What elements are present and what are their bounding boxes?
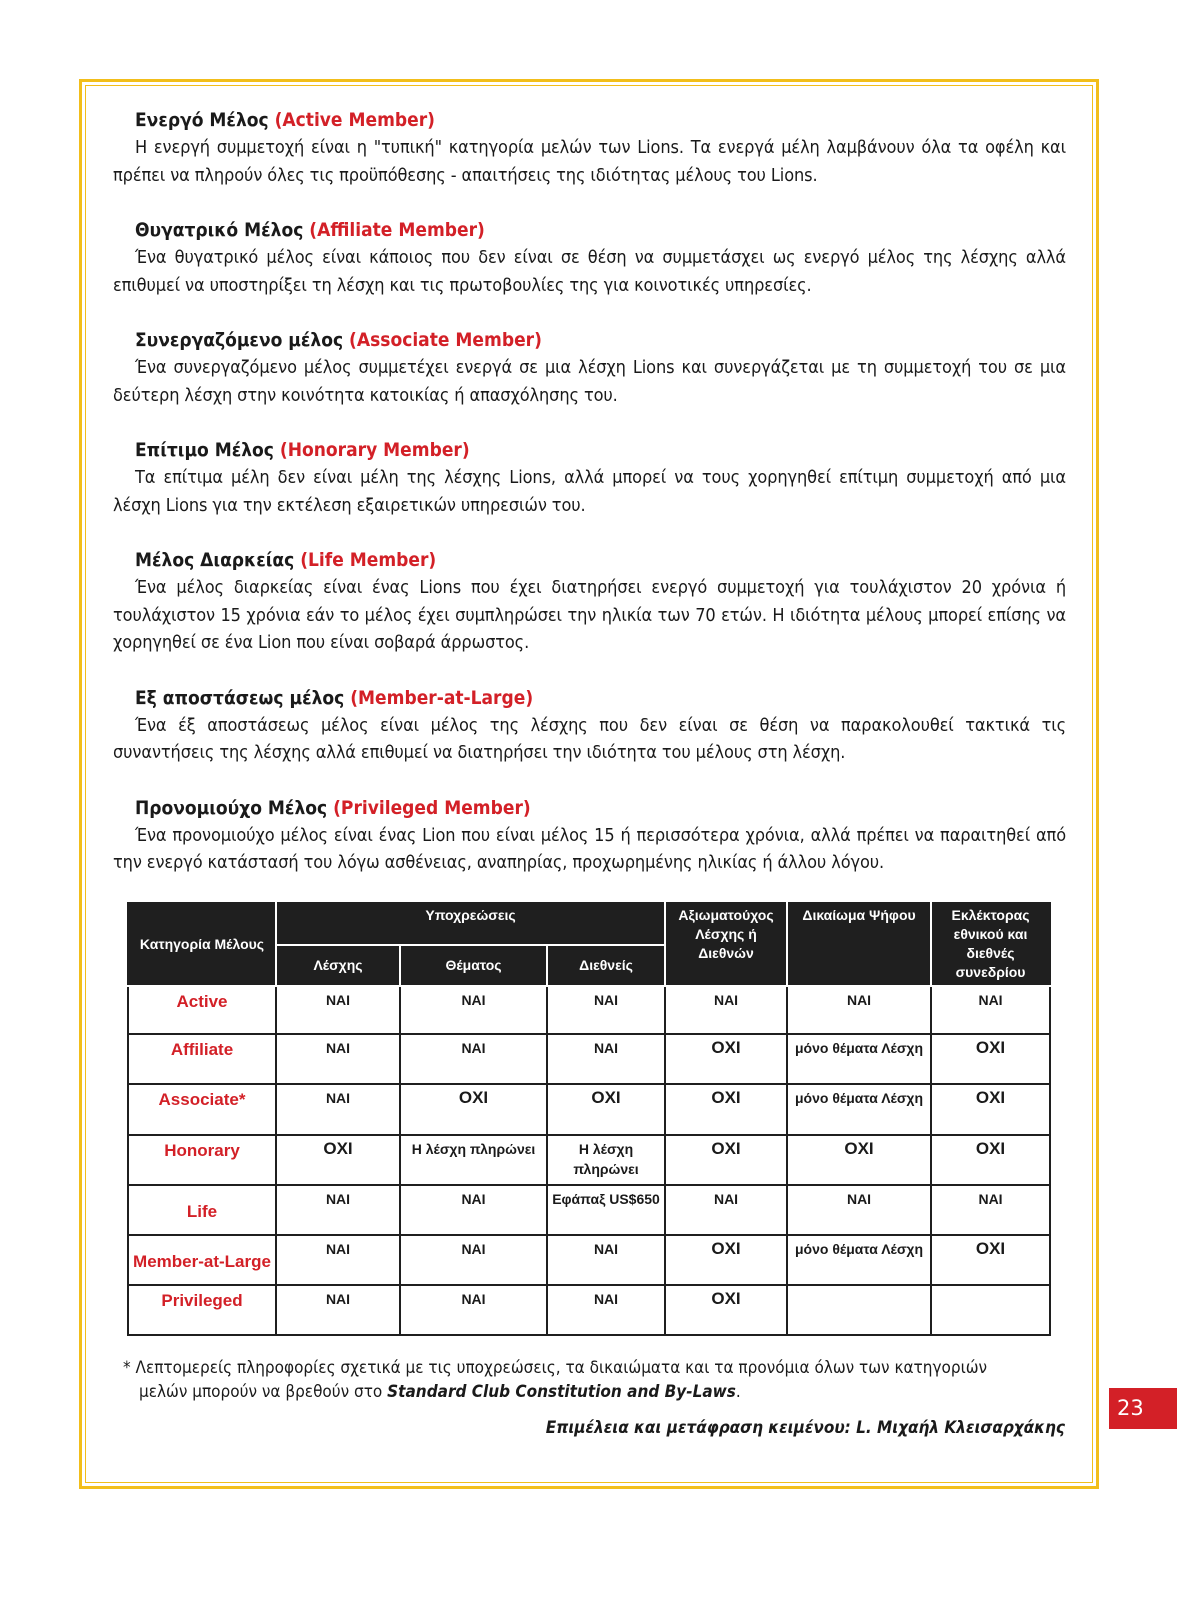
section-text: Η ενεργή συμμετοχή είναι η "τυπική" κατηγορία μελών των Lions. Τα ενεργά μέλη λαμβάνουν όλα τα οφέλη και πρέπει να πληρούν όλες τις προϋπόθεσης - απαιτήσεις της ιδιότητας μέλους του Lions. bbox=[113, 137, 1066, 186]
cell-district: ΝΑΙ bbox=[400, 1235, 547, 1285]
title-greek: Εξ αποστάσεως μέλος bbox=[135, 686, 345, 709]
table-row bbox=[128, 1185, 1050, 1235]
section-active bbox=[113, 106, 1066, 189]
cell-international: ΝΑΙ bbox=[547, 1285, 665, 1335]
cell-district: ΝΑΙ bbox=[400, 1185, 547, 1235]
cell-international: ΝΑΙ bbox=[547, 986, 665, 1034]
header-district: Θέματος bbox=[400, 945, 547, 986]
header-officer: Αξιωματούχος Λέσχης ή Διεθνών bbox=[665, 903, 787, 986]
cell-officer bbox=[665, 1084, 787, 1135]
cell-officer bbox=[665, 1135, 787, 1185]
title-english: (Member-at-Large) bbox=[350, 686, 534, 709]
title-english: (Privileged Member) bbox=[333, 796, 531, 819]
header-international: Διεθνείς bbox=[547, 945, 665, 986]
cell-vote bbox=[787, 1135, 931, 1185]
title-greek: Προνομιούχο Μέλος bbox=[135, 796, 328, 819]
header-vote: Δικαίωμα Ψήφου bbox=[787, 903, 931, 986]
row-category: Active bbox=[128, 986, 276, 1034]
cell-international: Η λέσχη πληρώνει bbox=[547, 1135, 665, 1185]
section-text: Τα επίτιμα μέλη δεν είναι μέλη της λέσχης Lions, αλλά μπορεί να τους χορηγηθεί επίτιμη συμμετοχή από μια λέσχη Lions για την εκτέλεση εξαιρετικών υπηρεσιών του. bbox=[113, 467, 1066, 516]
section-text: Ένα προνομιούχο μέλος είναι ένας Lion που είναι μέλος 15 ή περισσότερα χρόνια, αλλά πρέπει να παραιτηθεί από την ενεργό κατάστασή του λόγω ασθένειας, αναπηρίας, προχωρημένης ηλικίας ή άλλου λόγου. bbox=[113, 824, 1066, 873]
title-greek: Μέλος Διαρκείας bbox=[135, 549, 295, 571]
table-row bbox=[128, 1135, 1050, 1185]
cell-delegate bbox=[931, 1084, 1050, 1135]
footnote-reference: Standard Club Constitution and By-Laws bbox=[387, 1382, 736, 1402]
cell-officer bbox=[665, 1285, 787, 1335]
cell-district: Η λέσχη πληρώνει bbox=[400, 1135, 547, 1185]
officer-value: ΟΧΙ bbox=[711, 1289, 741, 1308]
section-text: Ένα θυγατρικό μέλος είναι κάποιος που δεν είναι σε θέση να συμμετάσχει ως ενεργό μέλος της λέσχης αλλά επιθυμεί να υποστηρίξει τη λέσχη και τις πρωτοβουλίες της για κοινοτικές υπηρεσίες. bbox=[113, 247, 1066, 296]
cell-district: ΝΑΙ bbox=[400, 1285, 547, 1335]
cell-club: ΝΑΙ bbox=[276, 986, 400, 1034]
delegate-value: ΟΧΙ bbox=[975, 1239, 1006, 1258]
officer-value: ΟΧΙ bbox=[711, 1038, 741, 1057]
international-value: ΟΧΙ bbox=[591, 1088, 621, 1107]
header-delegate: Εκλέκτορας εθνικού και διεθνές συνεδρίου bbox=[931, 903, 1050, 986]
cell-delegate bbox=[931, 1034, 1050, 1084]
section-text: Ένα συνεργαζόμενο μέλος συμμετέχει ενεργά σε μια λέσχη Lions και συνεργάζεται με τη συμμετοχή του σε μια δεύτερη λέσχη στην κοινότητα κατοικίας ή απασχόλησης του. bbox=[113, 357, 1066, 406]
row-category: Associate* bbox=[128, 1084, 276, 1135]
cell-international: ΝΑΙ bbox=[547, 1235, 665, 1285]
title-greek: Ενεργό Μέλος bbox=[135, 109, 269, 131]
row-category: Affiliate bbox=[128, 1034, 276, 1084]
footnote bbox=[123, 1356, 1053, 1404]
section-member-at-large bbox=[113, 684, 1066, 767]
officer-value: ΟΧΙ bbox=[711, 1088, 741, 1107]
cell-district: ΝΑΙ bbox=[400, 1034, 547, 1084]
cell-district: ΝΑΙ bbox=[400, 986, 547, 1034]
cell-club: ΝΑΙ bbox=[276, 1285, 400, 1335]
club-value: ΟΧΙ bbox=[323, 1139, 353, 1158]
table-row bbox=[128, 1285, 1050, 1335]
cell-delegate: ΝΑΙ bbox=[931, 1185, 1050, 1235]
cell-delegate bbox=[931, 1135, 1050, 1185]
section-associate bbox=[113, 326, 1066, 409]
title-english: (Honorary Member) bbox=[279, 439, 470, 461]
membership-descriptions bbox=[113, 106, 1066, 904]
delegate-value: ΟΧΙ bbox=[975, 1038, 1006, 1057]
section-text: Ένα μέλος διαρκείας είναι ένας Lions που έχει διατηρήσει ενεργό συμμετοχή για τουλάχιστον 20 χρόνια ή τουλάχιστον 15 χρόνια εάν το μέλος έχει συμπληρώσει την ηλικία των 70 ετών. Η ιδιότητα μέλους μπορεί επίσης να χορηγηθεί σε ένα Lion που είναι σοβαρά άρρωστος. bbox=[113, 577, 1066, 653]
cell-club: ΝΑΙ bbox=[276, 1034, 400, 1084]
cell-club: ΝΑΙ bbox=[276, 1185, 400, 1235]
section-title bbox=[113, 436, 1066, 464]
cell-district bbox=[400, 1084, 547, 1135]
section-title bbox=[113, 216, 1066, 244]
row-category: Life bbox=[128, 1185, 276, 1235]
delegate-value: ΟΧΙ bbox=[975, 1088, 1006, 1107]
table-row bbox=[128, 1235, 1050, 1285]
title-greek: Θυγατρικό Μέλος bbox=[135, 219, 304, 241]
section-life bbox=[113, 546, 1066, 657]
title-english: (Associate Member) bbox=[349, 329, 542, 351]
footnote-prefix: μελών μπορούν να βρεθούν στο bbox=[139, 1382, 388, 1402]
row-category: Honorary bbox=[128, 1135, 276, 1185]
cell-vote: μόνο θέματα Λέσχη bbox=[787, 1235, 931, 1285]
footnote-line-1: * Λεπτομερείς πληροφορίες σχετικά με τις υποχρεώσεις, τα δικαιώματα και τα προνόμια όλων των κατηγοριών bbox=[123, 1358, 988, 1378]
footnote-suffix: . bbox=[735, 1382, 741, 1402]
title-english: (Active Member) bbox=[274, 109, 435, 131]
row-category: Privileged bbox=[128, 1285, 276, 1335]
cell-international: ΝΑΙ bbox=[547, 1034, 665, 1084]
cell-officer: ΝΑΙ bbox=[665, 1185, 787, 1235]
cell-club: ΝΑΙ bbox=[276, 1084, 400, 1135]
cell-delegate bbox=[931, 1285, 1050, 1335]
cell-international: Εφάπαξ US$650 bbox=[547, 1185, 665, 1235]
delegate-value: ΟΧΙ bbox=[975, 1139, 1006, 1158]
cell-club bbox=[276, 1135, 400, 1185]
row-category: Member-at-Large bbox=[128, 1235, 276, 1285]
cell-club: ΝΑΙ bbox=[276, 1235, 400, 1285]
section-privileged bbox=[113, 794, 1066, 877]
title-english: (Life Member) bbox=[300, 549, 437, 571]
cell-officer bbox=[665, 1034, 787, 1084]
officer-value: ΟΧΙ bbox=[711, 1239, 741, 1258]
cell-vote: μόνο θέματα Λέσχη bbox=[787, 1034, 931, 1084]
section-title bbox=[113, 794, 1066, 822]
title-greek: Συνεργαζόμενο μέλος bbox=[135, 329, 344, 351]
cell-international bbox=[547, 1084, 665, 1135]
cell-vote: ΝΑΙ bbox=[787, 986, 931, 1034]
section-title bbox=[113, 326, 1066, 354]
cell-delegate bbox=[931, 1235, 1050, 1285]
footnote-line-2 bbox=[123, 1380, 1053, 1404]
header-category: Κατηγορία Μέλους bbox=[128, 903, 276, 986]
cell-officer bbox=[665, 1235, 787, 1285]
section-text: Ένα έξ αποστάσεως μέλος είναι μέλος της λέσχης που δεν είναι σε θέση να παρακολουθεί τακτικά τις συναντήσεις της λέσχης αλλά επιθυμεί να διατηρήσει την ιδιότητα του μέλους στη λέσχη. bbox=[113, 714, 1066, 763]
translation-credit: Επιμέλεια και μετάφραση κειμένου: L. Μιχαήλ Κλεισαρχάκης bbox=[545, 1418, 1065, 1438]
header-club: Λέσχης bbox=[276, 945, 400, 986]
table-row bbox=[128, 1034, 1050, 1084]
section-title bbox=[113, 546, 1066, 574]
header-obligations: Υποχρεώσεις bbox=[276, 903, 665, 945]
section-affiliate bbox=[113, 216, 1066, 299]
cell-officer: ΝΑΙ bbox=[665, 986, 787, 1034]
title-greek: Επίτιμο Μέλος bbox=[135, 439, 274, 461]
officer-value: ΟΧΙ bbox=[711, 1139, 741, 1158]
district-value: ΟΧΙ bbox=[458, 1088, 489, 1107]
page-number: 23 bbox=[1109, 1388, 1177, 1429]
table-row bbox=[128, 1084, 1050, 1135]
cell-vote: ΝΑΙ bbox=[787, 1185, 931, 1235]
cell-vote: μόνο θέματα Λέσχη bbox=[787, 1084, 931, 1135]
section-title bbox=[113, 684, 1066, 712]
section-honorary bbox=[113, 436, 1066, 519]
cell-delegate: ΝΑΙ bbox=[931, 986, 1050, 1034]
cell-vote bbox=[787, 1285, 931, 1335]
membership-table bbox=[127, 902, 1051, 1336]
vote-value: ΟΧΙ bbox=[844, 1139, 874, 1158]
table-row bbox=[128, 986, 1050, 1034]
title-english: (Affiliate Member) bbox=[309, 219, 485, 241]
section-title bbox=[113, 106, 1066, 134]
